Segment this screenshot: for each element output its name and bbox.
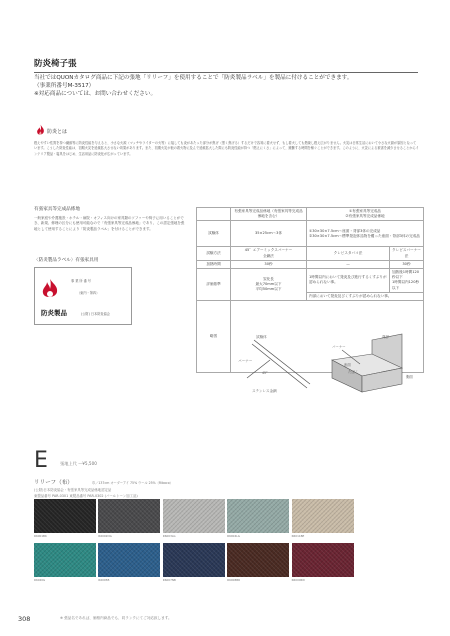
grade-letter: E [34,448,48,473]
diagram-text-seat: 座面 [344,363,351,367]
fireproof-label-sample [34,267,132,325]
swatch-item [292,543,354,582]
swatch-code [356,534,418,538]
swatch-item [34,543,96,582]
table-cell: 内部において発炎及びくすぶりが認められない事。 [307,292,424,300]
table-cell: 30秒 [389,260,423,268]
fabric-swatch [98,543,160,577]
swatch-code: R6004LG [227,534,240,538]
table-row [197,221,424,247]
table-header-col1: 有張家具等完成品係地（有張家具等完成品係地を含む） [231,208,307,221]
swatch-item [227,543,289,582]
row-label: 評価基準 [197,269,231,301]
row-label: 加熱時間 [197,260,231,268]
swatch-item [356,543,418,582]
table-header-col2: ①有張家具等完成品 ②有張家具等完成品係地 [307,208,424,221]
left-col-title: 有張家具等完成品係地 [34,207,80,212]
table-cell: 35×25cm〜3体 [231,221,307,247]
table-cell: 30秒 [231,260,307,268]
diagram-text-test-piece: 試験体 [256,335,267,339]
swatch-item [292,499,354,538]
fabric-meta: 巾／137cm オーダーアイ 75% ウール 25%（Ribaco） [92,481,173,485]
swatch-item [98,543,160,582]
table-cell: 45゜エアーミックスバーナー 全網法 [231,247,307,260]
footer-note: ※ 張品名であれば、価格内商品でも、同ランクにてご対応致します。 [60,616,172,620]
fabric-swatch [163,543,225,577]
diagram-text-angle: 45° [262,371,268,375]
fabric-swatch [292,499,354,533]
label-code: （東内・第四） [77,291,100,295]
swatch-code: R6002DG [98,534,112,538]
table-cell: — [307,260,390,268]
swatch-item [163,543,225,582]
left-col-text: 一般家庭や介護施設・ホテル・病院・オフィス向けの家具類のソファーや椅子に用いることができ、新規、修理の区分にも使用可能なので「有張家具等完成品係地」であり、この認定張地を張地として使用することにより「防炎製品ラベル」を付けることができます。 [34,216,185,231]
mesh-line [252,344,307,388]
table-cell: 1時間以内において発炎及び進行するくすぶりが認められない事。 [307,269,390,293]
label-registration: 事 業 所 番 号 [71,279,91,283]
diagram-text-tobacco: たばこ [348,370,359,374]
swatch-code: R6003LG [162,534,176,538]
label-name: 防炎製品 [41,309,67,317]
fabric-swatch [98,499,160,533]
intro-line: （事業所番号M-3517） [34,83,95,90]
page-title: 防炎椅子張 [34,59,77,69]
table-cell: 炭化長 最大70mm以下 平均50mm以下 [231,269,307,301]
swatch-item [34,499,96,538]
fabric-swatch [292,543,354,577]
intro-line: ※対応商品については、お問い合わせください。 [34,91,157,98]
table-header-row [197,208,424,221]
grade-price: 張地上代 〜¥5,500 [60,461,97,466]
swatch-code: R6009RD [291,578,305,582]
swatch-code: R6007NB [162,578,176,582]
fabric-swatch [227,543,289,577]
intro-block [34,74,424,99]
test-piece-line [254,340,310,384]
fabric-swatch [356,499,418,533]
table-row [197,269,424,293]
table-corner [197,208,231,221]
swatch-item [163,499,225,538]
swatch-code: R6020G [34,578,46,582]
fabric-swatch [34,543,96,577]
swatch-code: R6011BE [291,534,305,538]
row-label: 試験体 [197,221,231,247]
bousai-label: 防炎とは [47,129,68,135]
fabric-swatch [163,499,225,533]
swatch-code: R6005B [98,578,110,582]
page-number: 308 [18,615,31,623]
fabric-product-numbers: 東製品番号 PAR-0301 東製品番号 PAR-0302 (バールトーン加工品) [34,494,138,498]
fireproof-emblem-icon [39,277,61,303]
swatch-code: R6001BK [34,534,47,538]
row-label: 試験方法 [197,247,231,260]
bousai-text: 燃えやすい性質を持つ繊維等に防炎性能を与えると、小さな火源（マッチやライターの火等）に接しても炎があたった部分が焦げ（黒く焦げる）するだけで容易に着火せず、もし着火しても燃焼し燃え広がりません。火災は日常生活において小さな火源が原因となっています。こうした防炎性能は、初期火災を延焼拡大させない効果があります。また、初期火災が他の着火物に及んで延焼拡大した際にも防炎性能が持つ「燃えにくさ」によって、避難する時間を稼ぐことができます。このように、火災による被害を減少させることからインテリア製品・寝具をはじめ、生活用品に防炎化が広がっています。 [34,141,419,156]
flame-icon [34,124,47,137]
label-association: (公財) 日本防炎協会 [81,312,110,316]
swatch-code: R6008BR [227,578,241,582]
test-method-diagram [232,330,422,398]
swatch-code [356,578,418,582]
diagram-text-burner: バーナー [238,359,253,363]
page-header [34,57,418,73]
fabric-swatch [356,543,418,577]
intro-line: 当社ではQUONカタログ商品に下記の張地「リリーフ」を使用することで「防炎製品ラベル」を製品に付けることができます。 [34,75,353,81]
diagram-text-mesh: ステンレス金網 [252,389,277,393]
swatch-grid [34,499,418,582]
fabric-certification: (公財)日本防炎協会・有張家具等完成品係地認定品 [34,488,112,492]
label-section-title: 〈防炎製品ラベル〉有張家具用 [34,258,99,263]
swatch-item [356,499,418,538]
row-label: 略図 [197,301,231,373]
diagram-text-side: 側面 [406,375,413,379]
diagram-text-back: 背部 [382,335,389,339]
table-row [197,247,424,260]
fabric-name: リリーフ（布） [34,480,73,486]
table-cell: 加熱後1時間120秒以下 1時間以内120秒以下 [389,269,423,293]
fabric-swatch [34,499,96,533]
table-row [197,260,424,268]
swatch-item [227,499,289,538]
diagram-text-burner2: バーナー [332,345,346,349]
table-cell: ①30×30×7.5cm〜座面・背部3体の完成品 ②30×30×7.5cm〜標準発泡体詰物を覆った座面・背部3体の完成品 [307,221,424,247]
table-cell: クレビスタバコ法 [307,247,390,260]
table-cell: クレビスバーナー法 [389,247,423,260]
swatch-item [98,499,160,538]
fabric-swatch [227,499,289,533]
